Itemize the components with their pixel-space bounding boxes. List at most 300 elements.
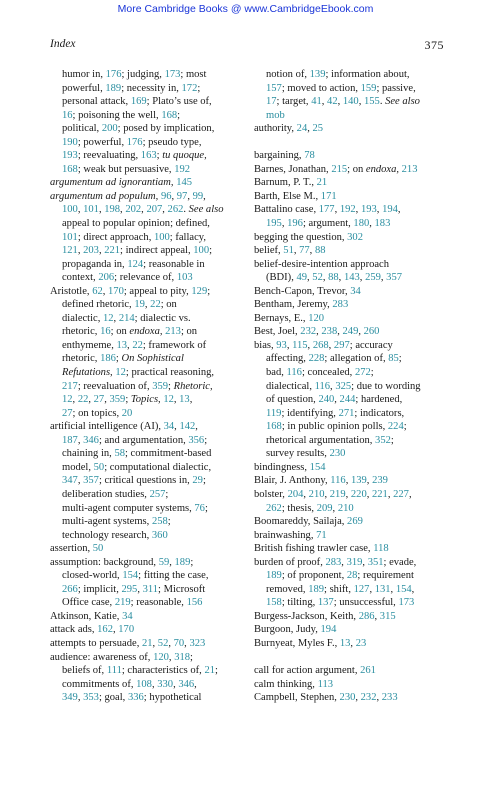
page-reference-link[interactable]: 154 (395, 583, 412, 595)
entry-text: ; due to wording (351, 380, 421, 392)
cambridge-ebook-link[interactable]: More Cambridge Books @ www.CambridgeEbook.com (117, 3, 374, 15)
page-reference-link[interactable]: 227 (393, 488, 409, 500)
index-subline (254, 596, 454, 610)
entry-text: multi-agent computer systems, (62, 502, 195, 514)
page-reference-link[interactable]: 349 (62, 692, 78, 704)
page-reference-link[interactable]: 353 (83, 692, 99, 704)
page-reference-link[interactable]: 196 (287, 218, 303, 230)
page-reference-link[interactable]: 120 (308, 312, 325, 324)
page-reference-link[interactable]: 207 (146, 204, 163, 216)
index-subline (50, 447, 250, 461)
page-reference-link[interactable]: 154 (309, 461, 326, 473)
page-reference-link[interactable]: 76 (194, 502, 205, 514)
page-reference-link[interactable]: 286 (358, 610, 375, 622)
page-reference-link[interactable]: 137 (317, 597, 334, 609)
page-reference-link[interactable]: 120 (153, 651, 169, 663)
page-reference-link[interactable]: 96 (160, 190, 172, 202)
page-reference-link[interactable]: 162 (97, 624, 113, 636)
page-reference-link[interactable]: 139 (309, 69, 326, 80)
entry-text: ; Microsoft (158, 583, 206, 595)
page-reference-link[interactable]: 34 (350, 285, 361, 297)
entry-text: ; Plato’s use of, (146, 96, 212, 108)
entry-text: ; implicit, (77, 583, 122, 595)
page-reference-link[interactable]: 12 (62, 394, 73, 406)
index-subline (50, 502, 250, 516)
entry-text: , (88, 394, 94, 406)
page-reference-link[interactable]: 204 (287, 488, 304, 500)
index-entry (50, 623, 250, 637)
page-reference-link[interactable]: 269 (347, 516, 363, 528)
page-reference-link[interactable]: 228 (308, 353, 325, 365)
page-reference-link[interactable]: 129 (191, 285, 208, 297)
index-subline (50, 596, 250, 610)
page-reference-link[interactable]: 58 (114, 448, 125, 460)
page-reference-link[interactable]: 183 (374, 218, 391, 230)
entry-text: ; (168, 380, 174, 392)
entry-text: , (366, 488, 372, 500)
page-reference-link[interactable]: 325 (335, 380, 352, 392)
page-reference-link[interactable]: 131 (374, 583, 391, 595)
page-reference-link[interactable]: 200 (101, 123, 118, 135)
page-reference-link[interactable]: 230 (329, 448, 346, 460)
page-reference-link[interactable]: 143 (343, 272, 360, 284)
entry-text: , (171, 190, 177, 202)
page-reference-link[interactable]: 158 (266, 597, 282, 609)
index-subline (50, 434, 250, 448)
entry-text: bias, (254, 339, 277, 351)
entry-text: , (286, 339, 293, 351)
page-reference-link[interactable]: 13 (179, 394, 190, 406)
page-reference-link[interactable]: 59 (158, 556, 170, 568)
index-entry (254, 610, 454, 624)
entry-text: , (169, 556, 175, 568)
page-reference-link[interactable]: 232 (300, 326, 317, 338)
page-reference-link[interactable]: 113 (317, 678, 334, 690)
page-reference-link[interactable]: 177 (318, 204, 335, 216)
page-reference-link[interactable]: 192 (339, 204, 356, 216)
page-reference-link[interactable]: 240 (318, 394, 335, 406)
index-subline (254, 407, 454, 421)
entry-text: Bentham, Jeremy, (254, 299, 333, 311)
page-reference-link[interactable]: 170 (118, 624, 135, 636)
page-reference-link[interactable]: 85 (388, 353, 399, 365)
page-reference-link[interactable]: 262 (266, 502, 282, 514)
page-reference-link[interactable]: 351 (367, 556, 384, 568)
page-reference-link[interactable]: 221 (104, 245, 121, 257)
entry-text: , (337, 96, 343, 108)
entry-text: ; information about, (325, 69, 410, 80)
entry-text: bolster, (254, 488, 288, 500)
entry-text: ; reasonable in (143, 258, 205, 270)
page-reference-link[interactable]: 214 (118, 312, 135, 324)
entry-text: ; judging, (121, 69, 165, 80)
page-reference-link[interactable]: 261 (360, 665, 376, 677)
page-reference-link[interactable]: 221 (372, 488, 388, 500)
page-reference-link[interactable]: 156 (186, 597, 203, 609)
index-entry (254, 542, 454, 556)
index-entry (50, 285, 250, 299)
page-reference-link[interactable]: 357 (83, 475, 99, 487)
entry-text: Barnes, Jonathan, (254, 163, 332, 175)
entry-text: propaganda in, (62, 258, 128, 270)
page-reference-link[interactable]: 168 (266, 421, 282, 433)
page-reference-link[interactable]: 193 (62, 150, 78, 162)
page-reference-link[interactable]: 189 (174, 556, 191, 568)
entry-text: , (387, 488, 394, 500)
index-subline (50, 488, 250, 502)
entry-text: , (322, 272, 329, 284)
page-reference-link[interactable]: 116 (330, 475, 346, 487)
page-reference-link[interactable]: 145 (176, 177, 193, 189)
page-reference-link[interactable]: 17 (266, 96, 277, 108)
page-reference-link[interactable]: 170 (108, 285, 124, 297)
index-subline (254, 109, 454, 123)
page-reference-link[interactable]: 23 (355, 637, 367, 649)
entry-text: , (334, 204, 340, 216)
page-reference-link[interactable]: 244 (339, 394, 356, 406)
index-subline (50, 203, 250, 217)
index-subline (50, 393, 250, 407)
page-reference-link[interactable]: 159 (360, 82, 377, 94)
page-reference-link[interactable]: 258 (151, 516, 168, 528)
page-reference-link[interactable]: 210 (337, 502, 354, 514)
page-reference-link[interactable]: 176 (126, 136, 143, 148)
page-reference-link[interactable]: 51 (283, 245, 294, 257)
page-reference-link[interactable]: 78 (304, 150, 315, 162)
page-reference-link[interactable]: 233 (381, 692, 398, 704)
page-reference-link[interactable]: 121 (62, 245, 78, 257)
page-reference-link[interactable]: 88 (314, 245, 326, 257)
page-reference-link[interactable]: 124 (127, 258, 144, 270)
page-reference-link[interactable]: 99 (192, 190, 204, 202)
page-reference-link[interactable]: 210 (308, 488, 325, 500)
page-reference-link[interactable]: 20 (121, 407, 133, 419)
entry-text: , (324, 488, 330, 500)
page-reference-link[interactable]: 224 (387, 421, 404, 433)
page-reference-link[interactable]: 21 (316, 177, 328, 189)
page-reference-link[interactable]: 230 (339, 692, 356, 704)
page-reference-link[interactable]: 318 (174, 651, 191, 663)
index-entry (50, 190, 250, 204)
page-reference-link[interactable]: 16 (100, 326, 111, 338)
entry-text: , (309, 245, 315, 257)
page-reference-link[interactable]: 49 (296, 272, 308, 284)
page-reference-link[interactable]: 50 (92, 543, 104, 555)
page-reference-link[interactable]: 169 (130, 96, 147, 108)
entry-text: , (328, 339, 334, 351)
entry-text: , (362, 556, 368, 568)
page-reference-link[interactable]: 139 (350, 475, 367, 487)
page-reference-link[interactable]: 315 (379, 610, 396, 622)
entry-text: , (127, 339, 133, 351)
page-reference-link[interactable]: 70 (173, 637, 185, 649)
page-reference-link[interactable]: 19 (134, 299, 145, 311)
page-reference-link[interactable]: 21 (204, 665, 215, 677)
index-subline (254, 68, 454, 82)
entry-text: rhetoric, (62, 353, 101, 365)
page-reference-link[interactable]: 116 (286, 367, 302, 379)
page-reference-link[interactable]: 155 (363, 96, 380, 108)
entry-text: ; (177, 109, 181, 121)
index-entry (254, 691, 454, 705)
index-subline (254, 217, 454, 231)
entry-text: ; on (180, 326, 198, 338)
page-reference-link[interactable]: 16 (62, 109, 73, 121)
page-reference-link[interactable]: 330 (157, 678, 174, 690)
italic-text: argumentum ad ignorantiam, (50, 177, 174, 189)
page-reference-link[interactable]: 346 (83, 434, 99, 446)
page-reference-link[interactable]: 62 (92, 285, 103, 297)
entry-text: ; reevaluation of, (77, 380, 153, 392)
page-reference-link[interactable]: 13 (339, 637, 351, 649)
page-reference-link[interactable]: 108 (136, 678, 152, 690)
entry-text: , (380, 272, 387, 284)
page-reference-link[interactable]: 219 (114, 597, 131, 609)
italic-text: endoxa, (129, 326, 163, 338)
page-reference-link[interactable]: 21 (141, 637, 153, 649)
page-reference-link[interactable]: 283 (325, 556, 342, 568)
page-reference-link[interactable]: 34 (163, 421, 175, 433)
entry-text: , (162, 204, 168, 216)
page-reference-link[interactable]: 359 (152, 380, 169, 392)
page-reference-link[interactable]: 118 (373, 543, 389, 555)
page-reference-link[interactable]: 268 (312, 339, 329, 351)
page-reference-link[interactable]: 346 (178, 678, 195, 690)
page-reference-link[interactable]: 42 (327, 96, 338, 108)
index-entry (254, 122, 454, 136)
entry-text: ; concealed, (301, 367, 355, 379)
page-reference-link[interactable]: 213 (401, 163, 418, 175)
page-reference-link[interactable]: 103 (176, 272, 193, 284)
page-reference-link[interactable]: 215 (331, 163, 348, 175)
page-reference-link[interactable]: 25 (312, 123, 324, 135)
page-reference-link[interactable]: 190 (62, 136, 78, 148)
page-reference-link[interactable]: 272 (354, 367, 371, 379)
index-subline (50, 366, 250, 380)
entry-text: ; commitment-based (124, 448, 212, 460)
page-reference-link[interactable]: 12 (115, 367, 126, 379)
entry-text: , (390, 583, 396, 595)
page-reference-link[interactable]: 186 (100, 353, 116, 365)
italic-text: Rhetoric, (173, 380, 213, 392)
index-subline (50, 352, 250, 366)
page-reference-link[interactable]: 100 (62, 204, 78, 216)
entry-text: Barnum, P. T., (254, 177, 317, 189)
page-reference-link[interactable]: 93 (276, 339, 287, 351)
page-reference-link[interactable]: 171 (320, 190, 337, 202)
page-reference-link[interactable]: 189 (308, 583, 325, 595)
page-reference-link[interactable]: 52 (312, 272, 323, 284)
entry-text: , (408, 488, 412, 500)
page-reference-link[interactable]: 173 (164, 69, 181, 80)
page-reference-link[interactable]: 257 (149, 488, 166, 500)
page-reference-link[interactable]: 262 (167, 204, 184, 216)
entry-text: , (120, 204, 126, 216)
page-reference-link[interactable]: 28 (346, 570, 358, 582)
page-reference-link[interactable]: 187 (62, 434, 78, 446)
index-subline (254, 502, 454, 516)
page-reference-link[interactable]: 232 (360, 692, 377, 704)
page-reference-link[interactable]: 249 (342, 326, 359, 338)
entry-text: Boomareddy, Sailaja, (254, 516, 348, 528)
page-reference-link[interactable]: 29 (192, 475, 203, 487)
page-reference-link[interactable]: 140 (342, 96, 359, 108)
page-reference-link[interactable]: 100 (153, 231, 170, 243)
entry-text: ; thesis, (281, 502, 317, 514)
page-reference-link[interactable]: 22 (77, 394, 89, 406)
entry-text: ; (202, 475, 206, 487)
page-reference-link[interactable]: 194 (382, 204, 398, 216)
page-reference-link[interactable]: 52 (157, 637, 169, 649)
page-reference-link[interactable]: 116 (314, 380, 331, 392)
entry-text: , (77, 204, 84, 216)
entry-text: , (345, 475, 351, 487)
page-reference-link[interactable]: 168 (62, 163, 78, 175)
page-reference-link[interactable]: 297 (333, 339, 350, 351)
page-reference-link[interactable]: 101 (62, 231, 78, 243)
page-reference-link[interactable]: 219 (329, 488, 346, 500)
page-reference-link[interactable]: 259 (365, 272, 381, 284)
page-reference-link[interactable]: 34 (122, 610, 133, 622)
entry-text: affecting, (266, 353, 309, 365)
page-reference-link[interactable]: 352 (375, 434, 391, 446)
page-reference-link[interactable]: 22 (132, 339, 143, 351)
entry-text: model, (62, 461, 94, 473)
entry-text: Burgess-Jackson, Keith, (254, 610, 359, 622)
page-reference-link[interactable]: 189 (266, 570, 282, 582)
page-reference-link[interactable]: 154 (122, 570, 139, 582)
page-reference-link[interactable]: 13 (116, 339, 128, 351)
page-reference-link[interactable]: 77 (299, 245, 310, 257)
page-reference-link[interactable]: 71 (316, 529, 327, 541)
page-reference-link[interactable]: 356 (188, 434, 205, 446)
entry-text: , (355, 204, 361, 216)
page-reference-link[interactable]: 27 (62, 407, 73, 419)
entry-text: Battalino case, (254, 204, 319, 216)
page-reference-link[interactable]: 336 (127, 692, 144, 704)
page-reference-link[interactable]: 220 (350, 488, 367, 500)
page-reference-link[interactable]: 359 (109, 394, 126, 406)
entry-text: ; tilting, (281, 597, 318, 609)
page-reference-link[interactable]: 198 (104, 204, 121, 216)
page-reference-link[interactable]: mob (266, 109, 285, 121)
entry-text: of question, (266, 394, 319, 406)
entry-text: Best, Joel, (254, 326, 301, 338)
page-reference-link[interactable]: 101 (83, 204, 99, 216)
page-reference-link[interactable]: 176 (105, 69, 122, 80)
page-reference-link[interactable]: 168 (161, 109, 178, 121)
page-reference-link[interactable]: 100 (193, 245, 210, 257)
page-reference-link[interactable]: 323 (189, 637, 206, 649)
page-reference-link[interactable]: 173 (398, 597, 415, 609)
index-subline (50, 258, 250, 272)
page-reference-link[interactable]: 24 (296, 123, 308, 135)
page-reference-link[interactable]: 302 (347, 231, 363, 243)
page-reference-link[interactable]: 213 (165, 326, 181, 338)
page-reference-link[interactable]: 266 (62, 583, 78, 595)
page-reference-link[interactable]: 202 (125, 204, 142, 216)
page-reference-link[interactable]: 271 (338, 407, 355, 419)
index-entry (254, 529, 454, 543)
entry-text: dialectic, (62, 312, 103, 324)
page-reference-link[interactable]: 217 (62, 380, 78, 392)
page-reference-link[interactable]: 193 (360, 204, 377, 216)
page-reference-link[interactable]: 238 (321, 326, 338, 338)
page-reference-link[interactable]: 194 (320, 624, 337, 636)
entry-text: , (112, 624, 119, 636)
page-reference-link[interactable]: 189 (105, 82, 122, 94)
entry-text: ; (209, 245, 213, 257)
entry-text: call for action argument, (254, 665, 361, 677)
page-reference-link[interactable]: 12 (103, 312, 114, 324)
page-reference-link[interactable]: 295 (121, 583, 138, 595)
italic-text: Topics, (130, 394, 161, 406)
page-reference-link[interactable]: 88 (328, 272, 339, 284)
entry-text: ; dialectic vs. (134, 312, 191, 324)
page-reference-link[interactable]: 195 (266, 218, 282, 230)
entry-text: appeal to popular opinion; defined, (62, 218, 210, 230)
page-reference-link[interactable]: 22 (150, 299, 161, 311)
page-reference-link[interactable]: 119 (266, 407, 282, 419)
entry-text: , (281, 218, 288, 230)
page-reference-link[interactable]: 319 (346, 556, 363, 568)
page-reference-link[interactable]: 127 (353, 583, 370, 595)
page-reference-link[interactable]: 206 (98, 272, 115, 284)
italic-text: argumentum ad populum, (50, 190, 159, 202)
page-reference-link[interactable]: 41 (311, 96, 322, 108)
page-reference-link[interactable]: 209 (316, 502, 333, 514)
page-reference-link[interactable]: 12 (163, 394, 174, 406)
italic-text: See also (385, 96, 420, 108)
page-reference-link[interactable]: 360 (151, 529, 168, 541)
entry-text: ; on (160, 299, 177, 311)
running-head: Index (50, 38, 76, 50)
page-reference-link[interactable]: 115 (292, 339, 308, 351)
page-reference-link[interactable]: 260 (363, 326, 380, 338)
page-reference-link[interactable]: 357 (386, 272, 402, 284)
page-reference-link[interactable]: 311 (142, 583, 159, 595)
index-subline (50, 122, 250, 136)
index-column-left (50, 68, 250, 705)
entry-text: notion of, (266, 69, 310, 80)
page-reference-link[interactable]: 163 (140, 150, 157, 162)
page-reference-link[interactable]: 157 (266, 82, 282, 94)
entry-text: , (77, 434, 84, 446)
page-reference-link[interactable]: 180 (353, 218, 370, 230)
page-reference-link[interactable]: 203 (83, 245, 99, 257)
page-reference-link[interactable]: 283 (332, 299, 349, 311)
entry-text: belief-desire-intention approach (254, 258, 389, 270)
page-reference-link[interactable]: 27 (93, 394, 105, 406)
page-reference-link[interactable]: 172 (181, 82, 198, 94)
entry-text: Burgoon, Judy, (254, 624, 321, 636)
page-reference-link[interactable]: 111 (106, 665, 122, 677)
page-reference-link[interactable]: 97 (176, 190, 188, 202)
entry-text: ; in public opinion polls, (281, 421, 388, 433)
page-reference-link[interactable]: 192 (174, 163, 191, 175)
italic-text: Refutations, (62, 367, 113, 379)
page-reference-link[interactable]: 50 (93, 461, 105, 473)
page-reference-link[interactable]: 347 (62, 475, 78, 487)
entry-text: ; target, (276, 96, 312, 108)
page-reference-link[interactable]: 142 (179, 421, 196, 433)
entry-text: , (307, 123, 313, 135)
entry-text: ; (204, 434, 208, 446)
index-subline (254, 393, 454, 407)
index-subline (50, 163, 250, 177)
page-reference-link[interactable]: 239 (372, 475, 388, 487)
entry-text: , (369, 583, 375, 595)
